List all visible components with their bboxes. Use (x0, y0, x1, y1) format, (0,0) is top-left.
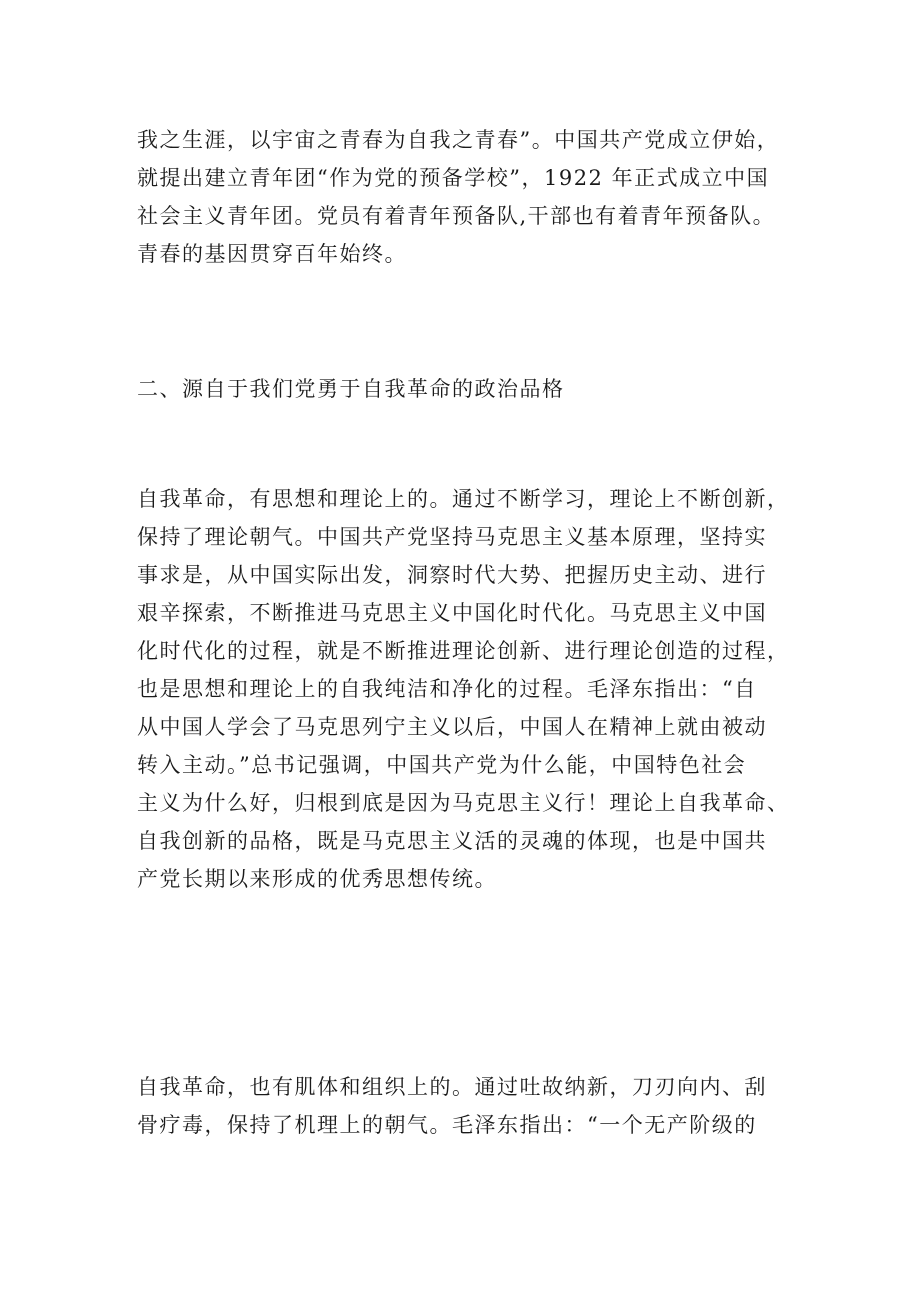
section-heading (137, 370, 797, 408)
paragraph-theory-revolution (137, 480, 797, 898)
paragraph-line: 保持了理论朝气。中国共产党坚持马克思主义基本原理，坚持实 (137, 525, 767, 549)
paragraph-line: 就提出建立青年团“作为党的预备学校”，1922 年正式成立中国 (137, 166, 770, 190)
paragraph-line: 事求是，从中国实际出发，洞察时代大势、把握历史主动、进行 (137, 563, 767, 587)
paragraph-line: 主义为什么好，归根到底是因为马克思主义行！理论上自我革命、 (137, 791, 790, 815)
paragraph-line: 产党长期以来形成的优秀思想传统。 (137, 867, 497, 891)
paragraph-line: 化时代化的过程，就是不断推进理论创新、进行理论创造的过程， (137, 639, 790, 663)
paragraph-line: 艰辛探索，不断推进马克思主义中国化时代化。马克思主义中国 (137, 601, 767, 625)
paragraph-line: 转入主动。”总书记强调，中国共产党为什么能，中国特色社会 (137, 753, 747, 777)
paragraph-line: 骨疗毒，保持了机理上的朝气。毛泽东指出：“一个无产阶级的 (137, 1113, 757, 1137)
paragraph-line: 我之生涯，以宇宙之青春为自我之青春”。中国共产党成立伊始， (137, 128, 780, 152)
paragraph-organization-revolution (137, 1068, 797, 1144)
paragraph-line: 自我创新的品格，既是马克思主义活的灵魂的体现，也是中国共 (137, 829, 767, 853)
paragraph-line: 社会主义青年团。党员有着青年预备队,干部也有着青年预备队。 (137, 204, 776, 228)
paragraph-youth-league (137, 121, 797, 273)
paragraph-line: 青春的基因贯穿百年始终。 (137, 242, 407, 266)
paragraph-line: 从中国人学会了马克思列宁主义以后，中国人在精神上就由被动 (137, 715, 767, 739)
paragraph-line: 自我革命，有思想和理论上的。通过不断学习，理论上不断创新， (137, 487, 790, 511)
section-heading-text: 二、源自于我们党勇于自我革命的政治品格 (137, 377, 565, 401)
paragraph-line: 也是思想和理论上的自我纯洁和净化的过程。毛泽东指出：“自 (137, 677, 757, 701)
paragraph-line: 自我革命，也有肌体和组织上的。通过吐故纳新，刀刃向内、刮 (137, 1075, 767, 1099)
